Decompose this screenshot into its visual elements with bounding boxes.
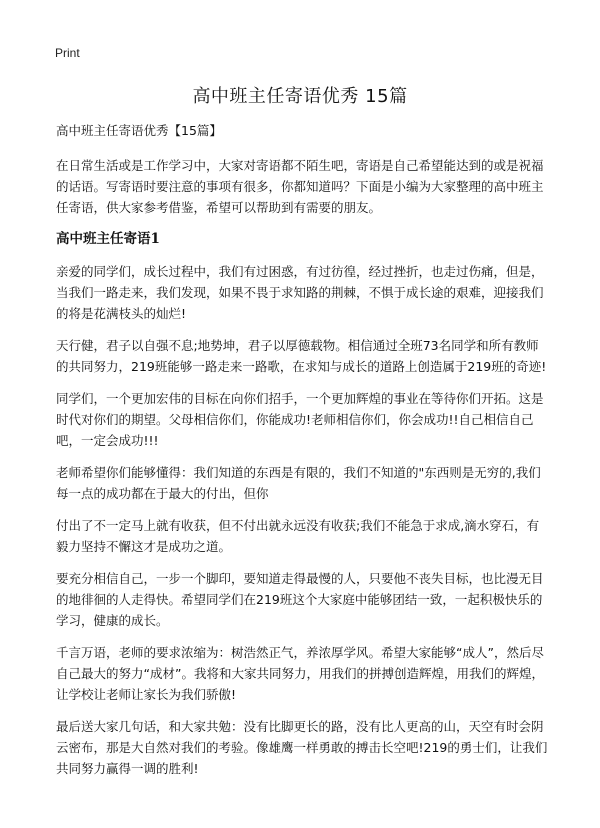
body-paragraph-2: 天行健，君子以自强不息;地势坤，君子以厚德载物。相信通过全班73名同学和所有教师的共同努力，219班能够一路走来一路歌，在求知与成长的道路上创造属于219班的奇迹! [56,338,547,374]
page-title: 高中班主任寄语优秀 15篇 [192,86,408,107]
body-paragraph-8: 最后送大家几句话，和大家共勉：没有比脚更长的路，没有比人更高的山，天空有时会阴云密布，那是大自然对我们的考验。像雄鹰一样勇敢的搏击长空吧!219的勇士们，让我们共同努力赢得一调的胜利! [56,719,548,776]
section-heading: 高中班主任寄语1 [56,231,160,247]
body-paragraph-1: 亲爱的同学们，成长过程中，我们有过困惑，有过彷徨，经过挫折，也走过伤痛，但是，当我们一路走来，我们发现，如果不畏于求知路的荆棘，不惧于成长途的艰难，迎接我们的将是花满枝头的灿烂! [56,264,544,321]
intro-paragraph: 在日常生活或是工作学习中，大家对寄语都不陌生吧，寄语是自己希望能达到的或是祝福的话语。写寄语时要注意的事项有很多，你都知道吗？下面是小编为大家整理的高中班主任寄语，供大家参考借鉴，希望可以帮助到有需要的朋友。 [56,158,544,215]
body-paragraph-5: 付出了不一定马上就有收获，但不付出就永远没有收获;我们不能急于求成,滴水穿石，有毅力坚持不懈这才是成功之道。 [56,518,540,554]
document-body [56,120,548,790]
body-paragraph-7: 千言万语，老师的要求浓缩为：树浩然正气，养浓厚学风。希望大家能够“成人”，然后尽自己最大的努力“成材”。我将和大家共同努力，用我们的拼搏创造辉煌，用我们的辉煌，让学校让老师让家长为我们骄傲! [56,645,544,702]
body-paragraph-3: 同学们，一个更加宏伟的目标在向你们招手，一个更加辉煌的事业在等待你们开拓。这是时代对你们的期望。父母相信你们，你能成功!老师相信你们，你会成功!!自己相信自己吧，一定会成功!!! [56,391,544,448]
print-link[interactable]: Print [55,46,80,60]
document-subtitle: 高中班主任寄语优秀【15篇】 [56,123,222,138]
body-paragraph-6: 要充分相信自己，一步一个脚印，要知道走得最慢的人，只要他不丧失目标，也比漫无目的地徘徊的人走得快。希望同学们在219班这个大家庭中能够团结一致，一起积极快乐的学习，健康的成长。 [56,571,544,628]
body-paragraph-4: 老师希望你们能够懂得：我们知道的东西是有限的，我们不知道的"东西则是无穷的,我们每一点的成功都在于最大的付出，但你 [56,465,541,501]
